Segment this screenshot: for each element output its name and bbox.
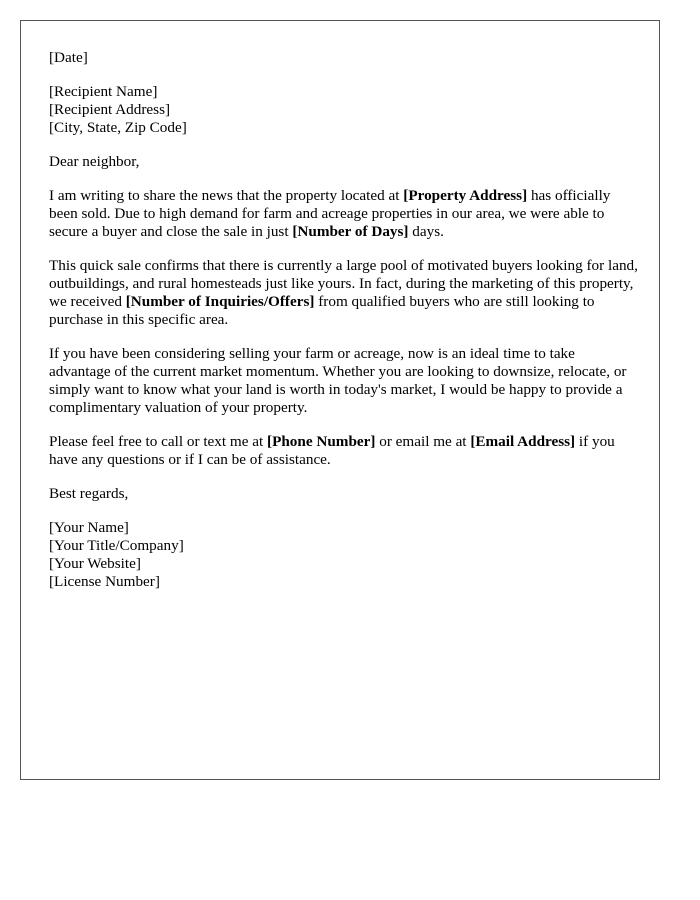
email-address-placeholder: [Email Address] [470,433,576,450]
recipient-city-state-zip: [City, State, Zip Code] [49,119,187,136]
paragraph1-text-2: has officially been sold. Due to high demand for farm and acreage properties in our area, we were able to secure a buyer and close the sale in just [49,187,611,240]
signature-title-company: [Your Title/Company] [49,537,184,554]
paragraph4-text-1: Please feel free to call or text me at [49,433,268,450]
paragraph-contact [49,433,639,469]
property-address-placeholder: [Property Address] [403,187,528,204]
recipient-block [49,83,639,137]
letter-content [49,49,639,607]
signature-block [49,519,639,591]
date-text: [Date] [49,49,88,66]
paragraph-buyer-demand [49,257,639,329]
recipient-name: [Recipient Name] [49,83,158,100]
signature-name: [Your Name] [49,519,129,536]
paragraph4-text-3: if you have any questions or if I can be of assistance. [49,433,615,468]
number-of-inquiries-placeholder: [Number of Inquiries/Offers] [125,293,315,310]
date-line [49,49,639,67]
paragraph2-text-2: from qualified buyers who are still looking to purchase in this specific area. [49,293,595,328]
salutation-text: Dear neighbor, [49,153,140,170]
phone-number-placeholder: [Phone Number] [267,433,376,450]
letter-page [20,20,660,780]
recipient-address: [Recipient Address] [49,101,171,118]
closing [49,485,639,503]
paragraph2-text-1: This quick sale confirms that there is currently a large pool of motivated buyers looking for land, outbuildings, and rural homesteads just like yours. In fact, during the marketing of this property, we received [49,257,638,310]
paragraph-valuation-offer: If you have been considering selling your farm or acreage, now is an ideal time to take advantage of the current market momentum. Whether you are looking to downsize, relocate, or simply want to know what your land is worth in today's market, I would be happy to provide a complimentary valuation of your property. [49,345,627,416]
paragraph4-text-2: or email me at [375,433,471,450]
closing-text: Best regards, [49,485,129,502]
paragraph1-text-3: days. [408,223,444,240]
number-of-days-placeholder: [Number of Days] [292,223,409,240]
signature-license: [License Number] [49,573,160,590]
salutation [49,153,639,171]
paragraph1-text-1: I am writing to share the news that the property located at [49,187,404,204]
paragraph-sale-announcement [49,187,639,241]
signature-website: [Your Website] [49,555,141,572]
